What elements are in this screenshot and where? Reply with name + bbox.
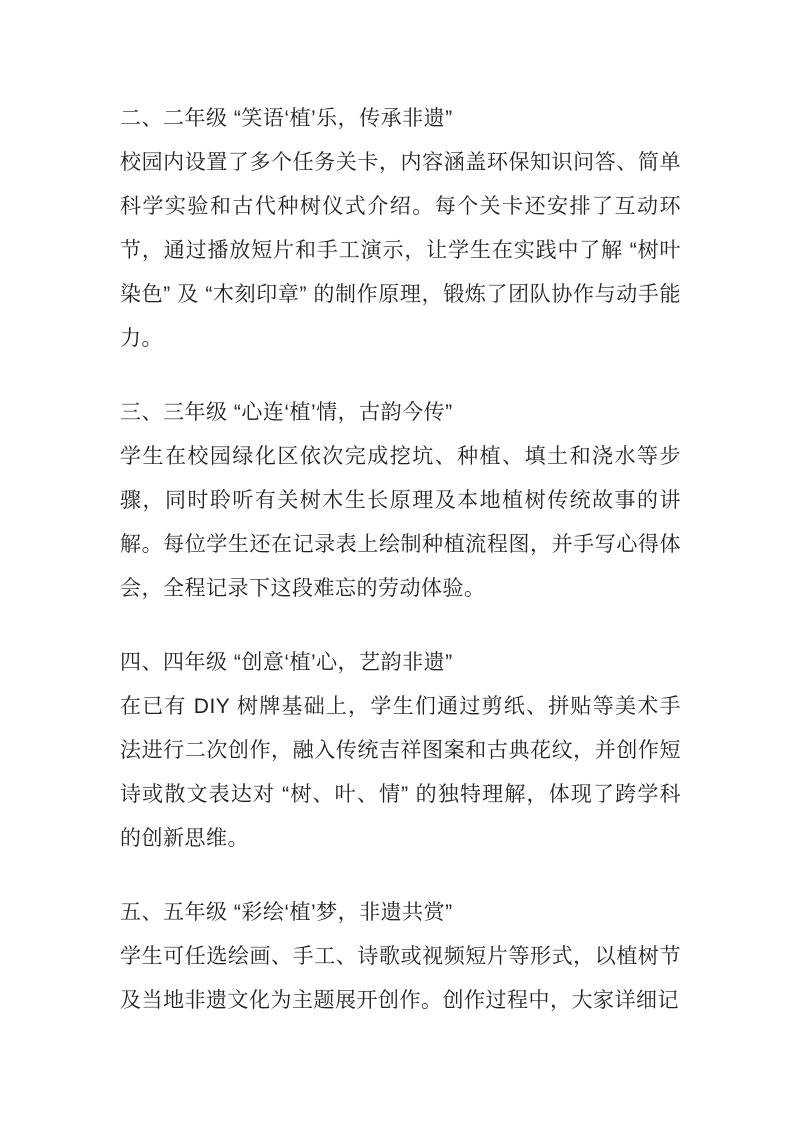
section-heading-grade-2: 二、二年级 “笑语‘植’乐，传承非遗”: [120, 107, 453, 130]
grade-section-3: [120, 391, 681, 611]
section-paragraph-grade-2: 校园内设置了多个任务关卡，内容涵盖环保知识问答、简单科学实验和古代种树仪式介绍。每个关卡还安排了互动环节，通过播放短片和手工演示，让学生在实践中了解 “树叶染色” 及 “木刻印章” 的制作原理，锻炼了团队协作与动手能力。: [120, 151, 681, 350]
grade-section-4: [120, 641, 681, 861]
grade-section-2: [120, 97, 681, 361]
section-heading-grade-4: 四、四年级 “创意‘植’心，艺韵非遗”: [120, 651, 453, 674]
section-paragraph-grade-3: 学生在校园绿化区依次完成挖坑、种植、填土和浇水等步骤，同时聆听有关树木生长原理及本地植树传统故事的讲解。每位学生还在记录表上绘制种植流程图，并手写心得体会，全程记录下这段难忘的劳动体验。: [120, 445, 681, 600]
section-heading-grade-5: 五、五年级 “彩绘‘植’梦，非遗共赏”: [120, 901, 453, 924]
section-paragraph-grade-5: 学生可任选绘画、手工、诗歌或视频短片等形式，以植树节及当地非遗文化为主题展开创作。创作过程中，大家详细记: [120, 945, 681, 1012]
grade-section-5: [120, 891, 681, 1023]
section-paragraph-grade-4: 在已有 DIY 树牌基础上，学生们通过剪纸、拼贴等美术手法进行二次创作，融入传统吉祥图案和古典花纹，并创作短诗或散文表达对 “树、叶、情” 的独特理解，体现了跨学科的创新思维。: [120, 695, 681, 850]
section-heading-grade-3: 三、三年级 “心连‘植’情，古韵今传”: [120, 401, 453, 424]
